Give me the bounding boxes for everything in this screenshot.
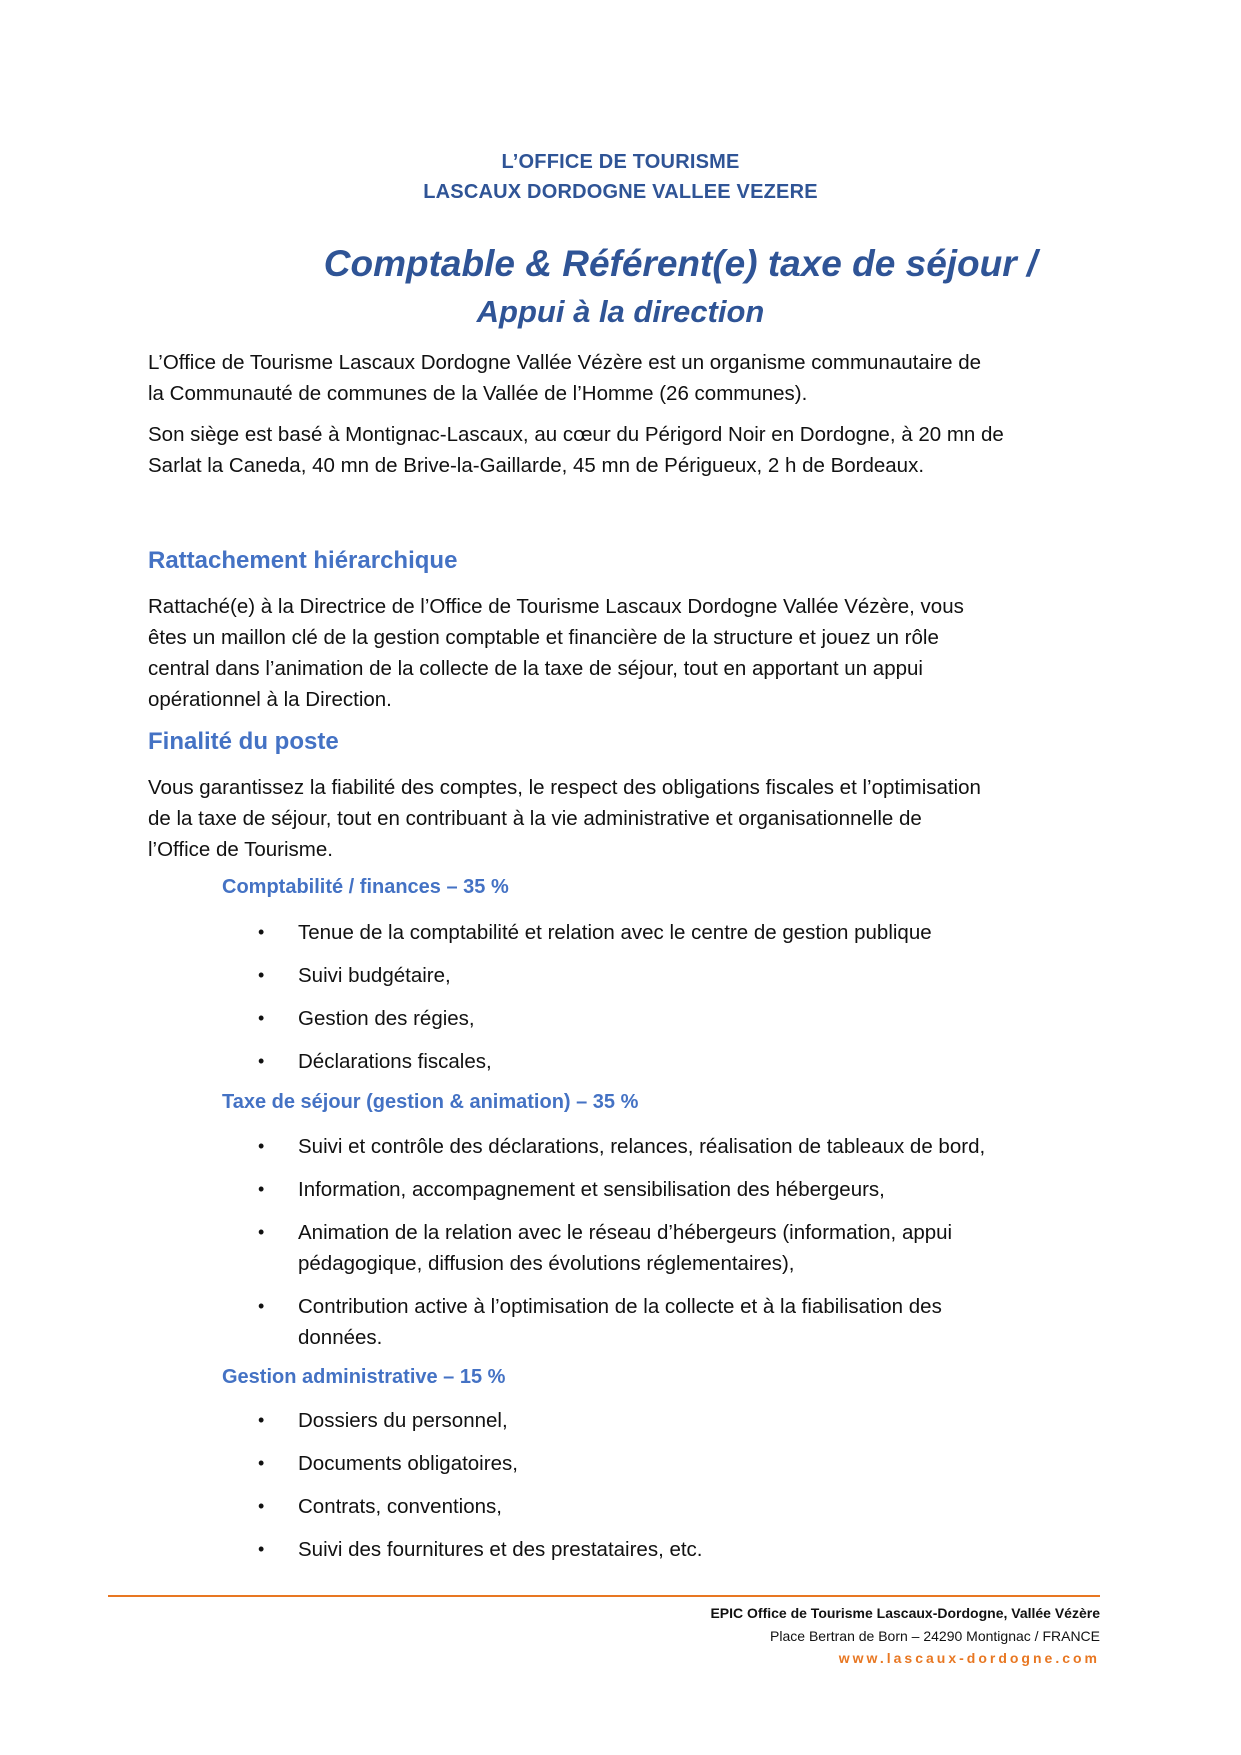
footer-org-name: EPIC Office de Tourisme Lascaux-Dordogne, Vallée Vézère bbox=[710, 1605, 1100, 1621]
bullet-icon: • bbox=[258, 1496, 265, 1516]
bullet-icon: • bbox=[258, 965, 265, 985]
text-line: Sarlat la Caneda, 40 mn de Brive-la-Gaillarde, 45 mn de Périgueux, 2 h de Bordeaux. bbox=[148, 454, 925, 477]
bullet-icon: • bbox=[258, 1008, 265, 1028]
mission-heading-taxe-sejour: Taxe de séjour (gestion & animation) – 35 % bbox=[222, 1091, 639, 1113]
footer-divider bbox=[108, 1595, 1100, 1597]
list-item-text: Déclarations fiscales, bbox=[298, 1050, 492, 1073]
list-item-text: Suivi budgétaire, bbox=[298, 964, 451, 987]
footer-website-link[interactable]: www.lascaux-dordogne.com bbox=[838, 1650, 1100, 1666]
job-title: Comptable & Référent(e) taxe de séjour / bbox=[323, 243, 1038, 284]
org-name-line1: L’OFFICE DE TOURISME bbox=[501, 151, 740, 173]
bullet-icon: • bbox=[258, 1179, 265, 1199]
text-line: opérationnel à la Direction. bbox=[148, 688, 392, 711]
section-heading-rattachement: Rattachement hiérarchique bbox=[148, 547, 458, 574]
footer-address: Place Bertran de Born – 24290 Montignac / FRANCE bbox=[770, 1628, 1100, 1644]
list-item-text: Dossiers du personnel, bbox=[298, 1409, 508, 1432]
bullet-icon: • bbox=[258, 1136, 265, 1156]
text-line: la Communauté de communes de la Vallée de l’Homme (26 communes). bbox=[148, 382, 808, 405]
list-item-text: Contribution active à l’optimisation de la collecte et à la fiabilisation des bbox=[298, 1295, 942, 1318]
text-line: central dans l’animation de la collecte de la taxe de séjour, tout en apportant un appui bbox=[148, 657, 923, 680]
bullet-icon: • bbox=[258, 1410, 265, 1430]
text-line: Vous garantissez la fiabilité des comptes, le respect des obligations fiscales et l’optimisation bbox=[148, 776, 981, 799]
intro-paragraph-1 bbox=[148, 347, 1098, 409]
intro-paragraph-2 bbox=[148, 419, 1098, 481]
bullet-icon: • bbox=[258, 1453, 265, 1473]
list-item-text: pédagogique, diffusion des évolutions réglementaires), bbox=[298, 1252, 795, 1275]
list-item-text: Tenue de la comptabilité et relation avec le centre de gestion publique bbox=[298, 921, 932, 944]
finalite-paragraph bbox=[148, 772, 1098, 865]
list-item-text: Suivi des fournitures et des prestataires, etc. bbox=[298, 1538, 703, 1561]
org-name-line2: LASCAUX DORDOGNE VALLEE VEZERE bbox=[423, 181, 818, 203]
bullet-icon: • bbox=[258, 1539, 265, 1559]
section-heading-finalite: Finalité du poste bbox=[148, 728, 339, 755]
list-item-text: Suivi et contrôle des déclarations, relances, réalisation de tableaux de bord, bbox=[298, 1135, 986, 1158]
rattachement-paragraph bbox=[148, 591, 1098, 715]
bullet-icon: • bbox=[258, 922, 265, 942]
bullet-icon: • bbox=[258, 1051, 265, 1071]
mission-heading-comptabilite: Comptabilité / finances – 35 % bbox=[222, 876, 509, 898]
text-line: Son siège est basé à Montignac-Lascaux, au cœur du Périgord Noir en Dordogne, à 20 mn de bbox=[148, 423, 1004, 446]
mission-heading-gestion-admin: Gestion administrative – 15 % bbox=[222, 1366, 506, 1388]
list-item-text: Information, accompagnement et sensibilisation des hébergeurs, bbox=[298, 1178, 885, 1201]
list-item-text: Animation de la relation avec le réseau d’hébergeurs (information, appui bbox=[298, 1221, 953, 1244]
job-subtitle: Appui à la direction bbox=[476, 294, 765, 329]
text-line: L’Office de Tourisme Lascaux Dordogne Vallée Vézère est un organisme communautaire de bbox=[148, 351, 982, 374]
text-line: Rattaché(e) à la Directrice de l’Office de Tourisme Lascaux Dordogne Vallée Vézère, vous bbox=[148, 595, 964, 618]
bullet-icon: • bbox=[258, 1222, 265, 1242]
bullet-icon: • bbox=[258, 1296, 265, 1316]
list-item-text: Contrats, conventions, bbox=[298, 1495, 502, 1518]
list-item-text: données. bbox=[298, 1326, 383, 1349]
text-line: de la taxe de séjour, tout en contribuant à la vie administrative et organisationnelle de bbox=[148, 807, 922, 830]
text-line: l’Office de Tourisme. bbox=[148, 838, 333, 861]
text-line: êtes un maillon clé de la gestion comptable et financière de la structure et jouez un rôle bbox=[148, 626, 939, 649]
list-item-text: Gestion des régies, bbox=[298, 1007, 475, 1030]
list-item-text: Documents obligatoires, bbox=[298, 1452, 518, 1475]
